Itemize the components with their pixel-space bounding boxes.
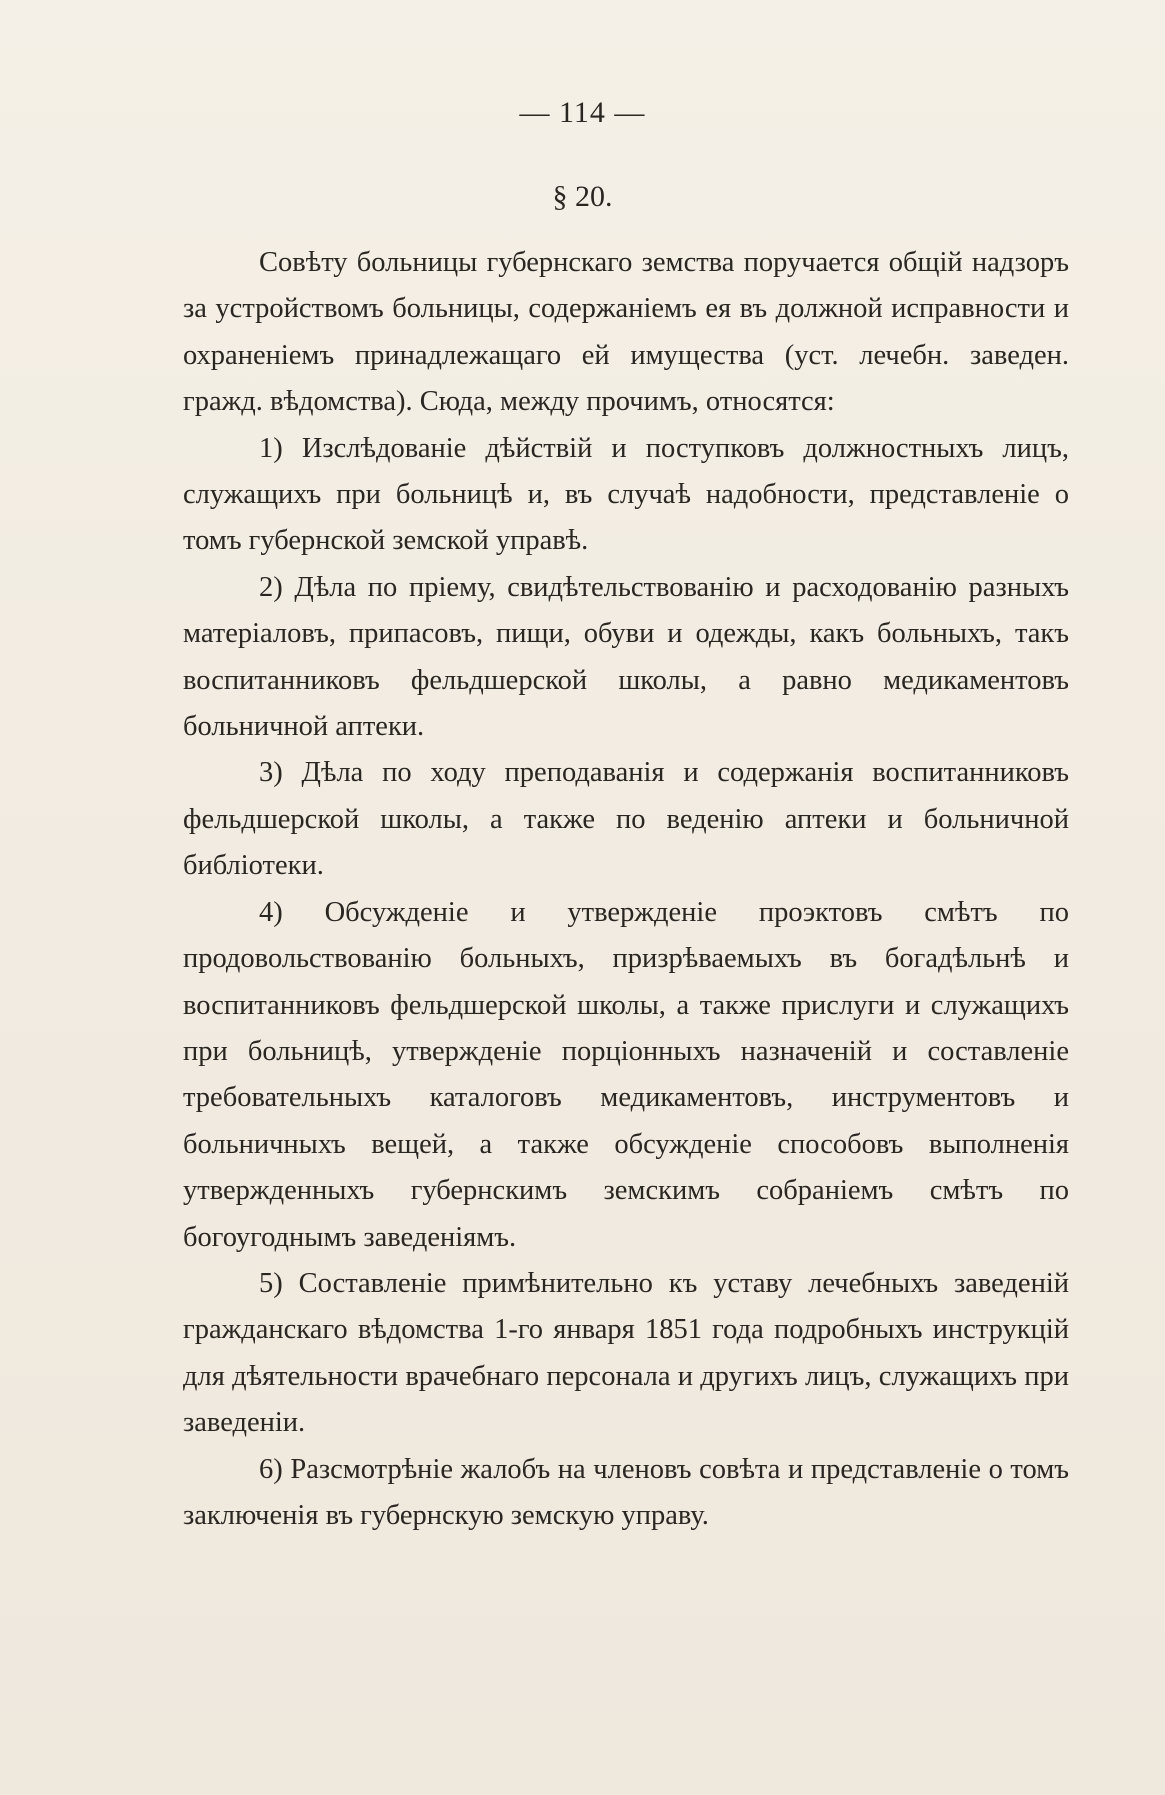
paragraph-item-1: 1) Изслѣдованіе дѣйствій и поступковъ должностныхъ лицъ, служащихъ при больницѣ и, въ случаѣ надобности, представленіе о томъ губернской земской управѣ. xyxy=(183,432,1069,557)
paragraph-item-2: 2) Дѣла по пріему, свидѣтельствованію и расходованію разныхъ матеріаловъ, припасовъ, пищи, обуви и одежды, какъ больныхъ, такъ воспитанниковъ фельдшерской школы, а равно медикаментовъ больничной аптеки. xyxy=(183,571,1069,743)
paragraph-item-3: 3) Дѣла по ходу преподаванія и содержанія воспитанниковъ фельдшерской школы, а также по веденію аптеки и больничной библіотеки. xyxy=(183,757,1069,882)
text-body xyxy=(183,240,1069,1539)
paragraph-item-6: 6) Разсмотрѣніе жалобъ на членовъ совѣта и представленіе о томъ заключенія въ губернскую земскую управу. xyxy=(183,1453,1069,1531)
section-title: § 20. xyxy=(552,180,613,213)
paragraph-item-4: 4) Обсужденіе и утвержденіе проэктовъ смѣтъ по продовольствованію больныхъ, призрѣваемыхъ въ богадѣльнѣ и воспитанниковъ фельдшерской школы, а также прислуги и служащихъ при больницѣ, утвержденіе порціонныхъ назначеній и составленіе требовательныхъ каталоговъ медикаментовъ, инструментовъ и больничныхъ вещей, а также обсужденіе способовъ выполненія утвержденныхъ губернскимъ земскимъ собраніемъ смѣтъ по богоугоднымъ заведеніямъ. xyxy=(183,896,1069,1253)
paragraph-intro: Совѣту больницы губернскаго земства поручается общій надзоръ за устройствомъ больницы, содержаніемъ ея въ должной исправности и охраненіемъ принадлежащаго ей имущества (уст. лечебн. заведен. гражд. вѣдомства). Сюда, между прочимъ, относятся: xyxy=(183,247,1069,418)
page-number: — 114 — xyxy=(519,96,646,129)
paragraph-item-5: 5) Составленіе примѣнительно къ уставу лечебныхъ заведеній гражданскаго вѣдомства 1-го января 1851 года подробныхъ инструкцій для дѣятельности врачебнаго персонала и другихъ лицъ, служащихъ при заведеніи. xyxy=(183,1267,1069,1439)
